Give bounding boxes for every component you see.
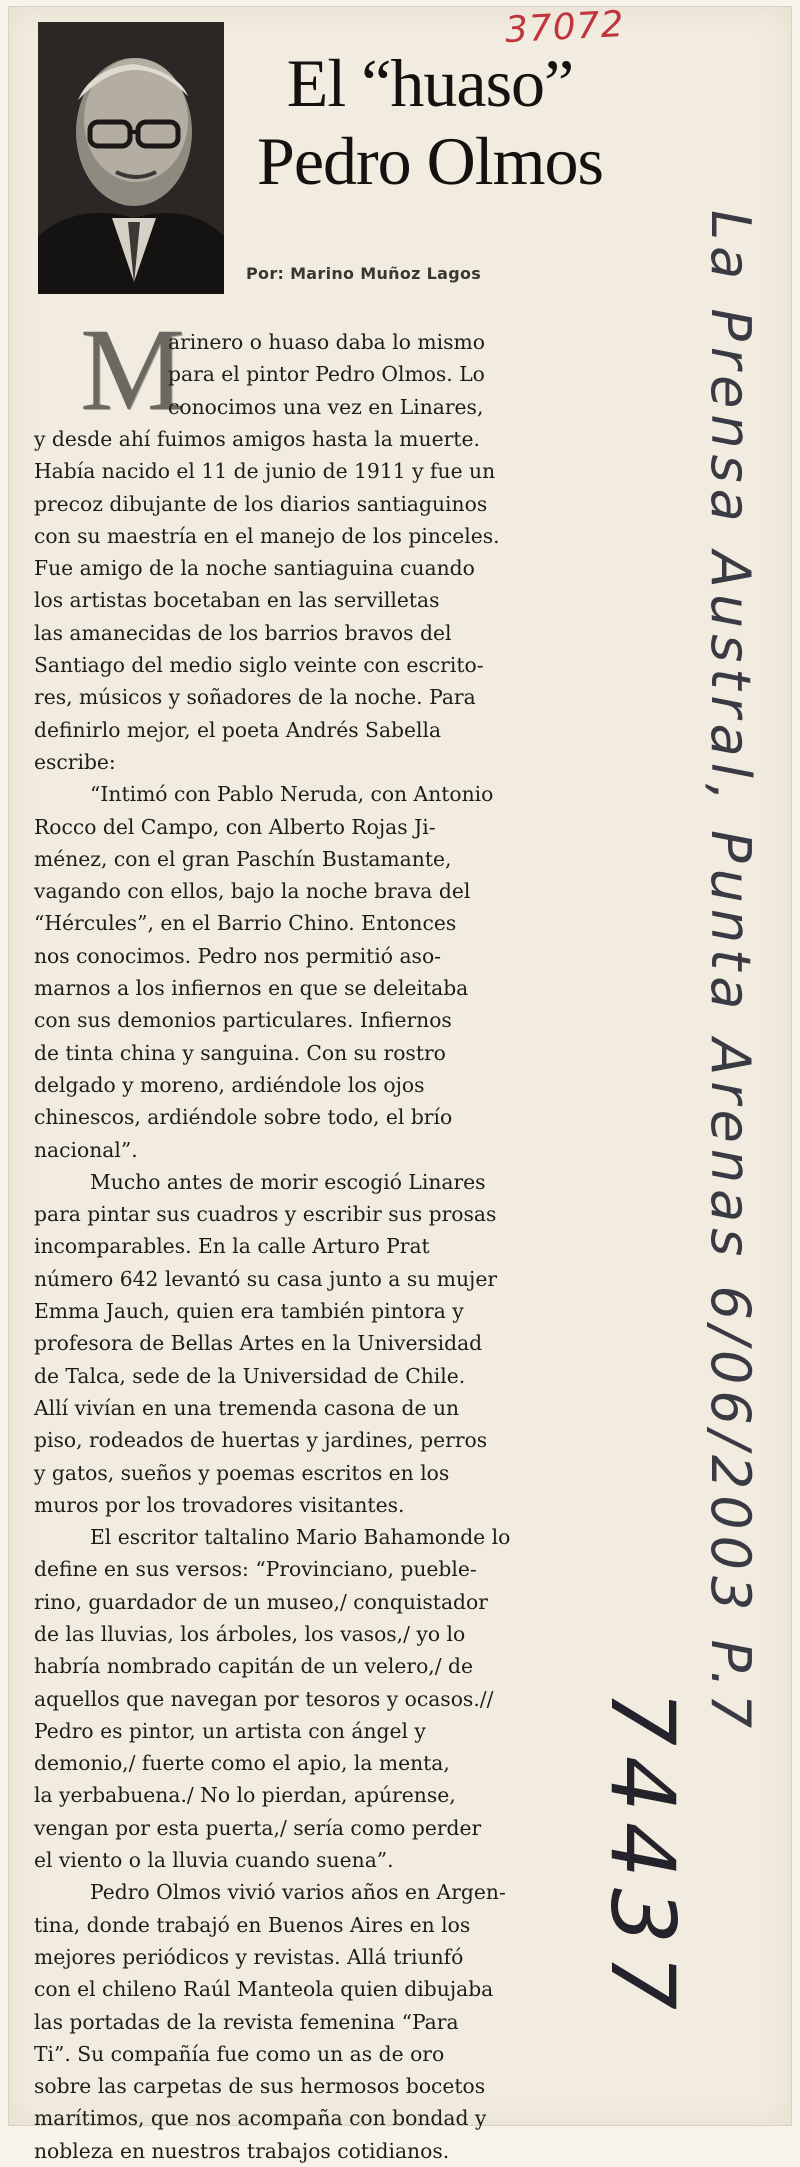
article-line: ménez, con el gran Paschín Bustamante,: [34, 846, 452, 871]
article-text-lines: [34, 423, 646, 2167]
article-line: muros por los trovadores visitantes.: [34, 1492, 405, 1517]
article-line: define en sus versos: “Provinciano, pueble-: [34, 1557, 477, 1582]
article-line: Allí vivían en una tremenda casona de un: [34, 1395, 460, 1420]
article-line: demonio,/ fuerte como el apio, la menta,: [34, 1751, 450, 1776]
portrait-photo: [38, 22, 224, 294]
article-line: las amanecidas de los barrios bravos del: [34, 620, 452, 645]
article-line: de tinta china y sanguina. Con su rostro: [34, 1040, 446, 1065]
article-line: Emma Jauch, quien era también pintora y: [34, 1299, 464, 1324]
article-line: nos conocimos. Pedro nos permitió aso-: [34, 943, 442, 968]
article-line: de las lluvias, los árboles, los vasos,/ yo lo: [34, 1621, 466, 1646]
article-line: marnos a los infiernos en que se deleitaba: [34, 976, 469, 1001]
article-line: Mucho antes de morir escogió Linares: [90, 1169, 486, 1194]
article-line: “Intimó con Pablo Neruda, con Antonio: [90, 782, 494, 807]
article-line: con su maestría en el manejo de los pinceles.: [34, 523, 500, 548]
article-line: El escritor taltalino Mario Bahamonde lo: [90, 1525, 511, 1550]
article-line: los artistas bocetaban en las servilletas: [34, 588, 440, 613]
article-line: la yerbabuena./ No lo pierdan, apúrense,: [34, 1783, 456, 1808]
handwritten-source-note: La Prensa Austral, Punta Arenas 6/06/2003 P.7: [699, 210, 762, 1735]
article-line: mejores periódicos y revistas. Allá triunfó: [34, 1944, 464, 1969]
article-line: tina, donde trabajó en Buenos Aires en los: [34, 1912, 471, 1937]
article-line: profesora de Bellas Artes en la Universidad: [34, 1331, 483, 1356]
article-line: Fue amigo de la noche santiaguina cuando: [34, 556, 475, 581]
article-line: Rocco del Campo, con Alberto Rojas Ji-: [34, 814, 436, 839]
article-body: [34, 304, 646, 2167]
article-line: sobre las carpetas de sus hermosos bocetos: [34, 2074, 486, 2099]
article-line: precoz dibujante de los diarios santiaguinos: [34, 491, 488, 516]
article-line: nacional”.: [34, 1137, 138, 1162]
article-line: rino, guardador de un museo,/ conquistador: [34, 1589, 488, 1614]
article-line: definirlo mejor, el poeta Andrés Sabella: [34, 717, 442, 742]
article-line: Pedro Olmos vivió varios años en Argen-: [90, 1880, 506, 1905]
article-line: chinescos, ardiéndole sobre todo, el brío: [34, 1105, 453, 1130]
article-line: y desde ahí fuimos amigos hasta la muerte.: [34, 427, 480, 451]
article-line: y gatos, sueños y poemas escritos en los: [34, 1460, 450, 1485]
article-line: “Hércules”, en el Barrio Chino. Entonces: [34, 911, 457, 936]
headline-line-2: Pedro Olmos: [257, 123, 603, 199]
article-line: el viento o la lluvia cuando suena”.: [34, 1848, 394, 1873]
article-line: arinero o huaso daba lo mismo: [168, 330, 485, 354]
article-headline: [230, 44, 630, 200]
article-line: Pedro es pintor, un artista con ángel y: [34, 1718, 426, 1743]
article-line: delgado y moreno, ardiéndole los ojos: [34, 1072, 425, 1097]
handwritten-reference-number: 37072: [503, 3, 626, 52]
article-line: marítimos, que nos acompaña con bondad y: [34, 2106, 487, 2131]
article-line: escribe:: [34, 749, 116, 774]
handwritten-catalog-number: 74437: [591, 1690, 694, 2020]
article-line: para el pintor Pedro Olmos. Lo: [168, 362, 485, 387]
dropcap-paragraph-start: [34, 304, 646, 435]
article-line: incomparables. En la calle Arturo Prat: [34, 1234, 430, 1259]
article-line: con el chileno Raúl Manteola quien dibujaba: [34, 1977, 494, 2002]
dropcap-letter: M: [80, 304, 185, 435]
article-line: res, músicos y soñadores de la noche. Para: [34, 685, 476, 710]
headline-line-1: El “huaso”: [286, 45, 574, 121]
article-line: de Talca, sede de la Universidad de Chile.: [34, 1363, 466, 1388]
article-line: con sus demonios particulares. Infiernos: [34, 1008, 452, 1033]
article-line: las portadas de la revista femenina “Para: [34, 2009, 459, 2034]
article-byline: Por: Marino Muñoz Lagos: [246, 264, 482, 283]
article-line: vengan por esta puerta,/ sería como perder: [34, 1815, 482, 1840]
article-line: habría nombrado capitán de un velero,/ de: [34, 1654, 474, 1679]
article-line: vagando con ellos, bajo la noche brava del: [34, 879, 471, 904]
article-line: piso, rodeados de huertas y jardines, perros: [34, 1428, 488, 1453]
article-line: número 642 levantó su casa junto a su mujer: [34, 1266, 498, 1291]
article-line: nobleza en nuestros trabajos cotidianos.: [34, 2138, 450, 2163]
article-line: para pintar sus cuadros y escribir sus prosas: [34, 1202, 497, 1227]
article-line: Santiago del medio siglo veinte con escrito-: [34, 653, 484, 678]
article-line: Había nacido el 11 de junio de 1911 y fue un: [34, 459, 496, 484]
article-line: Ti”. Su compañía fue como un as de oro: [34, 2041, 445, 2066]
article-line: conocimos una vez en Linares,: [168, 394, 484, 419]
dropcap-lines: [168, 326, 646, 423]
article-line: aquellos que navegan por tesoros y ocasos.//: [34, 1686, 494, 1711]
